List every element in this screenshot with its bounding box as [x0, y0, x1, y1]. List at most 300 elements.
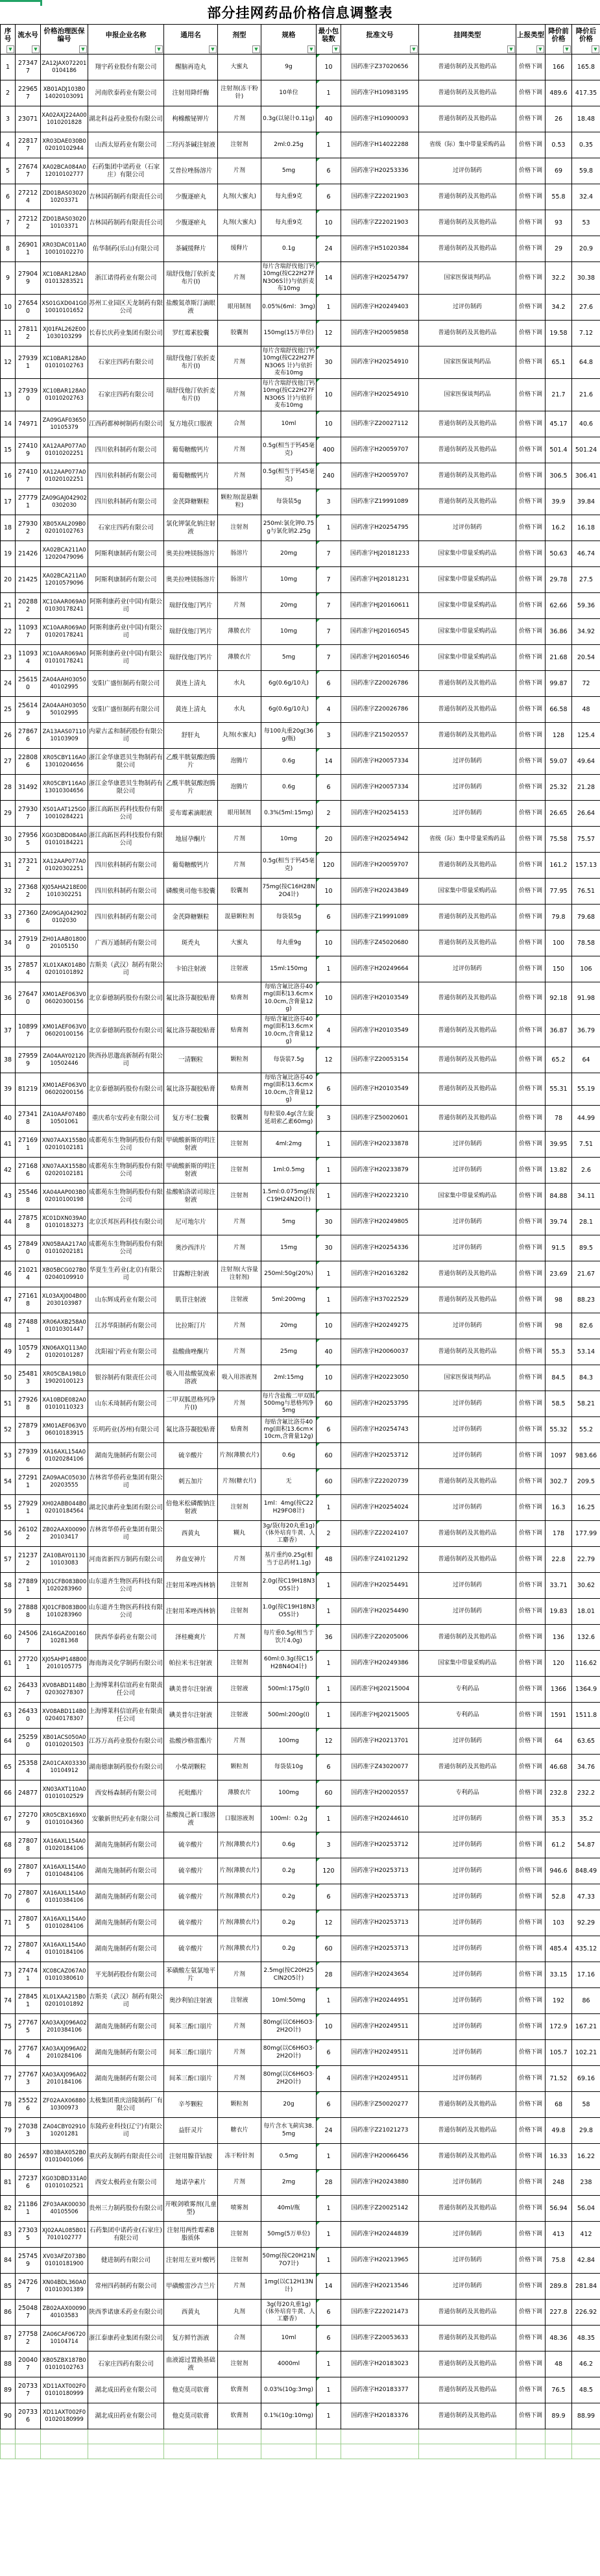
cell-report[interactable]	[516, 1106, 546, 1132]
cell-spec[interactable]	[261, 1858, 317, 1884]
cell-generic[interactable]	[164, 801, 218, 827]
cell-approval[interactable]	[341, 982, 419, 1015]
cell-report[interactable]	[516, 905, 546, 930]
filter-dropdown-button-spec[interactable]: ▼	[307, 45, 315, 53]
cell-form[interactable]	[218, 1780, 261, 1806]
cell-after[interactable]	[572, 2196, 600, 2222]
cell-approval[interactable]	[341, 184, 419, 210]
cell-serial[interactable]	[16, 489, 41, 515]
cell-form[interactable]	[218, 210, 261, 236]
cell-company[interactable]	[88, 2300, 164, 2326]
cell-listing[interactable]	[419, 2377, 516, 2403]
cell-seq[interactable]	[1, 1209, 16, 1235]
cell-listing[interactable]	[419, 1047, 516, 1073]
cell-company[interactable]	[88, 749, 164, 775]
cell-before[interactable]	[546, 210, 572, 236]
cell-spec[interactable]	[261, 1884, 317, 1910]
cell-company[interactable]	[88, 619, 164, 645]
cell-form[interactable]	[218, 2403, 261, 2429]
cell-company[interactable]	[88, 1047, 164, 1073]
cell-spec[interactable]	[261, 106, 317, 132]
cell-serial[interactable]	[16, 2014, 41, 2040]
cell-code[interactable]	[41, 1832, 88, 1858]
cell-form[interactable]	[218, 1910, 261, 1936]
cell-before[interactable]	[546, 1729, 572, 1755]
cell-serial[interactable]	[16, 184, 41, 210]
cell-pkg[interactable]	[317, 2144, 341, 2170]
cell-generic[interactable]	[164, 1703, 218, 1729]
cell-code[interactable]	[41, 619, 88, 645]
cell-listing[interactable]	[419, 411, 516, 437]
cell-form[interactable]	[218, 106, 261, 132]
cell-seq[interactable]	[1, 1339, 16, 1365]
cell-seq[interactable]	[1, 2170, 16, 2196]
cell-approval[interactable]	[341, 2248, 419, 2274]
cell-before[interactable]	[546, 593, 572, 619]
cell-serial[interactable]	[16, 1073, 41, 1106]
cell-report[interactable]	[516, 1132, 546, 1158]
cell-company[interactable]	[88, 515, 164, 541]
cell-listing[interactable]	[419, 1209, 516, 1235]
cell-before[interactable]	[546, 1884, 572, 1910]
cell-form[interactable]	[218, 1365, 261, 1391]
cell-company[interactable]	[88, 2222, 164, 2248]
cell-listing[interactable]	[419, 321, 516, 346]
cell-pkg[interactable]	[317, 80, 341, 106]
cell-serial[interactable]	[16, 2403, 41, 2429]
cell-approval[interactable]	[341, 879, 419, 905]
cell-form[interactable]	[218, 1158, 261, 1184]
cell-after[interactable]	[572, 645, 600, 671]
cell-generic[interactable]	[164, 1625, 218, 1651]
cell-pkg[interactable]	[317, 1106, 341, 1132]
empty-cell[interactable]	[572, 2429, 600, 2444]
cell-form[interactable]	[218, 1287, 261, 1313]
cell-report[interactable]	[516, 2274, 546, 2300]
cell-approval[interactable]	[341, 1365, 419, 1391]
cell-spec[interactable]	[261, 379, 317, 411]
cell-code[interactable]	[41, 593, 88, 619]
cell-seq[interactable]	[1, 1106, 16, 1132]
cell-after[interactable]	[572, 80, 600, 106]
cell-code[interactable]	[41, 55, 88, 80]
cell-spec[interactable]	[261, 749, 317, 775]
cell-form[interactable]	[218, 619, 261, 645]
cell-approval[interactable]	[341, 379, 419, 411]
cell-after[interactable]	[572, 853, 600, 879]
filter-dropdown-button-form[interactable]: ▼	[252, 45, 260, 53]
cell-approval[interactable]	[341, 905, 419, 930]
cell-form[interactable]	[218, 541, 261, 567]
cell-form[interactable]	[218, 1599, 261, 1625]
cell-code[interactable]	[41, 2092, 88, 2118]
cell-after[interactable]	[572, 2351, 600, 2377]
cell-approval[interactable]	[341, 346, 419, 379]
cell-report[interactable]	[516, 2248, 546, 2274]
cell-form[interactable]	[218, 1417, 261, 1443]
cell-approval[interactable]	[341, 1677, 419, 1703]
cell-before[interactable]	[546, 132, 572, 158]
cell-code[interactable]	[41, 184, 88, 210]
cell-form[interactable]	[218, 853, 261, 879]
cell-code[interactable]	[41, 463, 88, 489]
cell-company[interactable]	[88, 2066, 164, 2092]
cell-serial[interactable]	[16, 1651, 41, 1677]
cell-generic[interactable]	[164, 1884, 218, 1910]
cell-generic[interactable]	[164, 106, 218, 132]
cell-listing[interactable]	[419, 2040, 516, 2066]
cell-before[interactable]	[546, 295, 572, 321]
cell-pkg[interactable]	[317, 1962, 341, 1988]
cell-listing[interactable]	[419, 346, 516, 379]
cell-approval[interactable]	[341, 2274, 419, 2300]
cell-report[interactable]	[516, 1047, 546, 1073]
cell-form[interactable]	[218, 827, 261, 853]
cell-report[interactable]	[516, 749, 546, 775]
cell-code[interactable]	[41, 1443, 88, 1469]
cell-generic[interactable]	[164, 2326, 218, 2351]
cell-seq[interactable]	[1, 1443, 16, 1469]
cell-listing[interactable]	[419, 158, 516, 184]
cell-listing[interactable]	[419, 55, 516, 80]
cell-before[interactable]	[546, 1780, 572, 1806]
cell-pkg[interactable]	[317, 55, 341, 80]
cell-seq[interactable]	[1, 411, 16, 437]
cell-listing[interactable]	[419, 295, 516, 321]
cell-form[interactable]	[218, 1755, 261, 1780]
cell-approval[interactable]	[341, 1988, 419, 2014]
cell-serial[interactable]	[16, 1677, 41, 1703]
cell-approval[interactable]	[341, 80, 419, 106]
cell-report[interactable]	[516, 1703, 546, 1729]
cell-spec[interactable]	[261, 1910, 317, 1936]
cell-approval[interactable]	[341, 853, 419, 879]
cell-before[interactable]	[546, 671, 572, 697]
cell-code[interactable]	[41, 1806, 88, 1832]
cell-company[interactable]	[88, 411, 164, 437]
cell-seq[interactable]	[1, 645, 16, 671]
cell-spec[interactable]	[261, 295, 317, 321]
cell-listing[interactable]	[419, 2170, 516, 2196]
cell-listing[interactable]	[419, 1417, 516, 1443]
cell-company[interactable]	[88, 1261, 164, 1287]
cell-serial[interactable]	[16, 1132, 41, 1158]
cell-code[interactable]	[41, 749, 88, 775]
cell-seq[interactable]	[1, 158, 16, 184]
cell-report[interactable]	[516, 2403, 546, 2429]
cell-listing[interactable]	[419, 1495, 516, 1521]
cell-spec[interactable]	[261, 827, 317, 853]
cell-generic[interactable]	[164, 515, 218, 541]
cell-after[interactable]	[572, 801, 600, 827]
cell-before[interactable]	[546, 1015, 572, 1047]
cell-generic[interactable]	[164, 132, 218, 158]
cell-before[interactable]	[546, 2377, 572, 2403]
cell-approval[interactable]	[341, 2066, 419, 2092]
cell-spec[interactable]	[261, 437, 317, 463]
cell-approval[interactable]	[341, 1858, 419, 1884]
cell-serial[interactable]	[16, 1365, 41, 1391]
cell-spec[interactable]	[261, 2403, 317, 2429]
cell-generic[interactable]	[164, 236, 218, 262]
cell-after[interactable]	[572, 1573, 600, 1599]
cell-listing[interactable]	[419, 2300, 516, 2326]
cell-pkg[interactable]	[317, 1573, 341, 1599]
cell-before[interactable]	[546, 346, 572, 379]
cell-pkg[interactable]	[317, 2014, 341, 2040]
cell-serial[interactable]	[16, 593, 41, 619]
cell-approval[interactable]	[341, 1521, 419, 1547]
cell-before[interactable]	[546, 1651, 572, 1677]
cell-pkg[interactable]	[317, 515, 341, 541]
cell-code[interactable]	[41, 236, 88, 262]
cell-company[interactable]	[88, 775, 164, 801]
cell-report[interactable]	[516, 236, 546, 262]
cell-after[interactable]	[572, 515, 600, 541]
cell-seq[interactable]	[1, 827, 16, 853]
cell-report[interactable]	[516, 1599, 546, 1625]
cell-before[interactable]	[546, 2222, 572, 2248]
cell-report[interactable]	[516, 1832, 546, 1858]
cell-serial[interactable]	[16, 236, 41, 262]
cell-after[interactable]	[572, 593, 600, 619]
cell-generic[interactable]	[164, 1015, 218, 1047]
cell-before[interactable]	[546, 956, 572, 982]
cell-pkg[interactable]	[317, 1158, 341, 1184]
cell-pkg[interactable]	[317, 1910, 341, 1936]
cell-seq[interactable]	[1, 1599, 16, 1625]
cell-pkg[interactable]	[317, 827, 341, 853]
cell-company[interactable]	[88, 1209, 164, 1235]
cell-code[interactable]	[41, 671, 88, 697]
cell-after[interactable]	[572, 671, 600, 697]
cell-after[interactable]	[572, 1209, 600, 1235]
cell-listing[interactable]	[419, 671, 516, 697]
cell-form[interactable]	[218, 132, 261, 158]
cell-company[interactable]	[88, 541, 164, 567]
cell-seq[interactable]	[1, 489, 16, 515]
cell-form[interactable]	[218, 749, 261, 775]
cell-generic[interactable]	[164, 1495, 218, 1521]
cell-code[interactable]	[41, 1677, 88, 1703]
cell-approval[interactable]	[341, 2377, 419, 2403]
cell-listing[interactable]	[419, 749, 516, 775]
cell-generic[interactable]	[164, 1936, 218, 1962]
cell-code[interactable]	[41, 132, 88, 158]
cell-form[interactable]	[218, 1858, 261, 1884]
cell-seq[interactable]	[1, 1573, 16, 1599]
cell-listing[interactable]	[419, 1651, 516, 1677]
cell-spec[interactable]	[261, 801, 317, 827]
cell-generic[interactable]	[164, 593, 218, 619]
cell-form[interactable]	[218, 1235, 261, 1261]
cell-code[interactable]	[41, 1599, 88, 1625]
filter-dropdown-button-approval[interactable]: ▼	[410, 45, 418, 53]
cell-seq[interactable]	[1, 2092, 16, 2118]
cell-company[interactable]	[88, 982, 164, 1015]
cell-form[interactable]	[218, 515, 261, 541]
cell-company[interactable]	[88, 2092, 164, 2118]
cell-seq[interactable]	[1, 1988, 16, 2014]
cell-before[interactable]	[546, 463, 572, 489]
cell-code[interactable]	[41, 437, 88, 463]
cell-seq[interactable]	[1, 723, 16, 749]
cell-code[interactable]	[41, 853, 88, 879]
cell-company[interactable]	[88, 1287, 164, 1313]
cell-listing[interactable]	[419, 1988, 516, 2014]
cell-code[interactable]	[41, 1547, 88, 1573]
cell-code[interactable]	[41, 1469, 88, 1495]
cell-pkg[interactable]	[317, 1703, 341, 1729]
cell-seq[interactable]	[1, 515, 16, 541]
cell-after[interactable]	[572, 930, 600, 956]
cell-after[interactable]	[572, 1703, 600, 1729]
cell-company[interactable]	[88, 2144, 164, 2170]
cell-spec[interactable]	[261, 1184, 317, 1209]
cell-pkg[interactable]	[317, 2040, 341, 2066]
cell-serial[interactable]	[16, 645, 41, 671]
cell-serial[interactable]	[16, 2300, 41, 2326]
cell-serial[interactable]	[16, 697, 41, 723]
cell-spec[interactable]	[261, 2014, 317, 2040]
cell-before[interactable]	[546, 1625, 572, 1651]
cell-company[interactable]	[88, 1132, 164, 1158]
cell-before[interactable]	[546, 2170, 572, 2196]
cell-code[interactable]	[41, 210, 88, 236]
cell-spec[interactable]	[261, 2300, 317, 2326]
cell-seq[interactable]	[1, 1651, 16, 1677]
cell-after[interactable]	[572, 827, 600, 853]
cell-listing[interactable]	[419, 132, 516, 158]
cell-report[interactable]	[516, 1780, 546, 1806]
cell-generic[interactable]	[164, 210, 218, 236]
cell-pkg[interactable]	[317, 593, 341, 619]
cell-after[interactable]	[572, 236, 600, 262]
cell-listing[interactable]	[419, 1469, 516, 1495]
cell-before[interactable]	[546, 1988, 572, 2014]
cell-after[interactable]	[572, 295, 600, 321]
empty-cell[interactable]	[1, 2444, 16, 2459]
cell-seq[interactable]	[1, 930, 16, 956]
cell-company[interactable]	[88, 1469, 164, 1495]
cell-code[interactable]	[41, 1651, 88, 1677]
cell-approval[interactable]	[341, 1209, 419, 1235]
cell-form[interactable]	[218, 1677, 261, 1703]
cell-code[interactable]	[41, 541, 88, 567]
cell-seq[interactable]	[1, 1962, 16, 1988]
empty-cell[interactable]	[572, 2444, 600, 2459]
cell-after[interactable]	[572, 956, 600, 982]
cell-pkg[interactable]	[317, 1936, 341, 1962]
cell-before[interactable]	[546, 1209, 572, 1235]
cell-serial[interactable]	[16, 515, 41, 541]
cell-pkg[interactable]	[317, 1625, 341, 1651]
cell-listing[interactable]	[419, 619, 516, 645]
cell-spec[interactable]	[261, 853, 317, 879]
cell-serial[interactable]	[16, 1443, 41, 1469]
cell-code[interactable]	[41, 106, 88, 132]
cell-report[interactable]	[516, 437, 546, 463]
empty-cell[interactable]	[516, 2429, 546, 2444]
cell-before[interactable]	[546, 55, 572, 80]
cell-code[interactable]	[41, 1073, 88, 1106]
cell-before[interactable]	[546, 2351, 572, 2377]
cell-report[interactable]	[516, 2118, 546, 2144]
cell-spec[interactable]	[261, 1365, 317, 1391]
cell-pkg[interactable]	[317, 1365, 341, 1391]
filter-dropdown-button-listing[interactable]: ▼	[507, 45, 515, 53]
cell-approval[interactable]	[341, 1469, 419, 1495]
cell-generic[interactable]	[164, 1391, 218, 1417]
cell-generic[interactable]	[164, 1047, 218, 1073]
cell-listing[interactable]	[419, 2092, 516, 2118]
cell-serial[interactable]	[16, 1910, 41, 1936]
cell-pkg[interactable]	[317, 236, 341, 262]
cell-company[interactable]	[88, 1365, 164, 1391]
cell-listing[interactable]	[419, 2014, 516, 2040]
cell-before[interactable]	[546, 437, 572, 463]
cell-spec[interactable]	[261, 2118, 317, 2144]
cell-listing[interactable]	[419, 827, 516, 853]
cell-generic[interactable]	[164, 489, 218, 515]
cell-after[interactable]	[572, 2170, 600, 2196]
cell-before[interactable]	[546, 1417, 572, 1443]
cell-before[interactable]	[546, 1755, 572, 1780]
cell-approval[interactable]	[341, 2144, 419, 2170]
cell-approval[interactable]	[341, 697, 419, 723]
cell-serial[interactable]	[16, 749, 41, 775]
cell-code[interactable]	[41, 905, 88, 930]
cell-seq[interactable]	[1, 1780, 16, 1806]
cell-company[interactable]	[88, 1599, 164, 1625]
cell-serial[interactable]	[16, 55, 41, 80]
cell-company[interactable]	[88, 1806, 164, 1832]
cell-form[interactable]	[218, 1261, 261, 1287]
cell-approval[interactable]	[341, 1443, 419, 1469]
cell-generic[interactable]	[164, 645, 218, 671]
cell-report[interactable]	[516, 1391, 546, 1417]
cell-pkg[interactable]	[317, 2403, 341, 2429]
cell-listing[interactable]	[419, 1806, 516, 1832]
cell-after[interactable]	[572, 132, 600, 158]
cell-form[interactable]	[218, 723, 261, 749]
cell-after[interactable]	[572, 1806, 600, 1832]
cell-spec[interactable]	[261, 723, 317, 749]
cell-listing[interactable]	[419, 2351, 516, 2377]
cell-before[interactable]	[546, 567, 572, 593]
cell-report[interactable]	[516, 2170, 546, 2196]
cell-before[interactable]	[546, 1547, 572, 1573]
cell-generic[interactable]	[164, 1573, 218, 1599]
cell-code[interactable]	[41, 1184, 88, 1209]
cell-company[interactable]	[88, 346, 164, 379]
cell-seq[interactable]	[1, 295, 16, 321]
cell-approval[interactable]	[341, 2118, 419, 2144]
cell-form[interactable]	[218, 1339, 261, 1365]
cell-seq[interactable]	[1, 2351, 16, 2377]
cell-pkg[interactable]	[317, 1495, 341, 1521]
cell-spec[interactable]	[261, 2326, 317, 2351]
cell-before[interactable]	[546, 2040, 572, 2066]
cell-company[interactable]	[88, 1235, 164, 1261]
cell-serial[interactable]	[16, 541, 41, 567]
cell-report[interactable]	[516, 853, 546, 879]
cell-form[interactable]	[218, 2118, 261, 2144]
cell-generic[interactable]	[164, 723, 218, 749]
cell-spec[interactable]	[261, 184, 317, 210]
cell-report[interactable]	[516, 158, 546, 184]
cell-seq[interactable]	[1, 619, 16, 645]
